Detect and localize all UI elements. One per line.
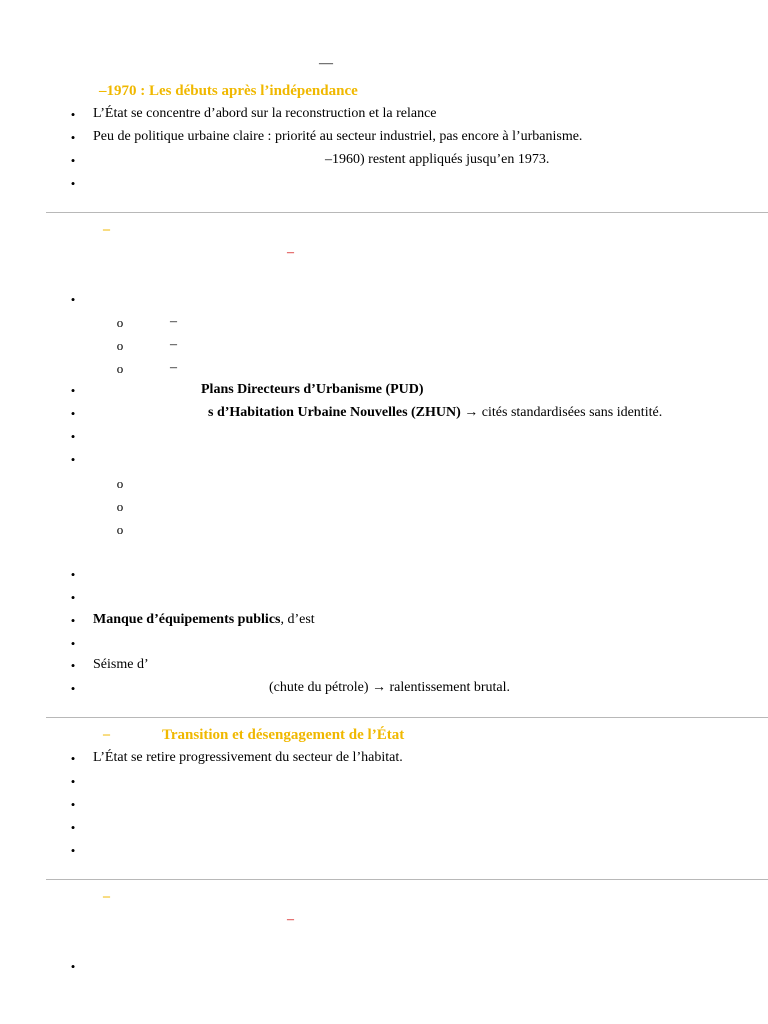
section4-red-dash: – [287,912,294,927]
sub-item-dash: – [170,337,177,352]
sub-item-dash: – [170,314,177,329]
sub-bullet: o [116,476,124,491]
sub-bullet: o [116,522,124,537]
bullet: • [70,681,76,696]
section-divider [46,717,768,718]
equip-bold: Manque d’équipements publics [93,612,281,627]
sub-bullet: o [116,361,124,376]
sub-item-dash: – [170,360,177,375]
section-divider [46,212,768,213]
bullet: • [70,843,76,858]
zhun-bold: s d’Habitation Urbaine Nouvelles (ZHUN) [208,405,461,420]
bullet: • [70,130,76,145]
bullet: • [70,613,76,628]
bullet: • [70,452,76,467]
zhun-rest: → cités standardisées sans identité. [460,405,663,420]
list-item: L’État se retire progressivement du secteur de l’habitat. [93,750,403,765]
sub-bullet: o [116,315,124,330]
sub-bullet: o [116,499,124,514]
section2-red-dash: – [287,245,294,260]
section4-heading-dash: – [103,889,110,904]
section3-dash: – [103,727,110,742]
section-divider [46,879,768,880]
bullet: • [70,774,76,789]
section3-heading: Transition et désengagement de l’État [162,727,405,743]
bullet: • [70,797,76,812]
equip-rest: , d’est [280,612,315,627]
list-item: Peu de politique urbaine claire : priorité au secteur industriel, pas encore à l’urbanisme. [93,129,583,144]
bullet: • [70,590,76,605]
section2-heading-dash: – [103,222,110,237]
section1-heading: –1970 : Les débuts après l’indépendance [99,83,358,99]
bullet: • [70,107,76,122]
bullet: • [70,153,76,168]
bullet: • [70,567,76,582]
list-item: –1960) restent appliqués jusqu’en 1973. [325,152,550,167]
top-dash: — [319,56,333,71]
bullet: • [70,959,76,974]
bullet: • [70,383,76,398]
zhun-item [208,405,662,421]
bullet: • [70,636,76,651]
pud-text: Plans Directeurs d’Urbanisme (PUD) [201,382,424,397]
bullet: • [70,820,76,835]
bullet: • [70,292,76,307]
bullet: • [70,658,76,673]
bullet: • [70,406,76,421]
equipements-item [93,612,315,628]
sub-bullet: o [116,338,124,353]
petrole-item: (chute du pétrole) → ralentissement brutal. [269,680,511,695]
seisme-item: Séisme d’ [93,657,149,672]
bullet: • [70,176,76,191]
list-item: L’État se concentre d’abord sur la reconstruction et la relance [93,106,437,121]
bullet: • [70,429,76,444]
bullet: • [70,751,76,766]
